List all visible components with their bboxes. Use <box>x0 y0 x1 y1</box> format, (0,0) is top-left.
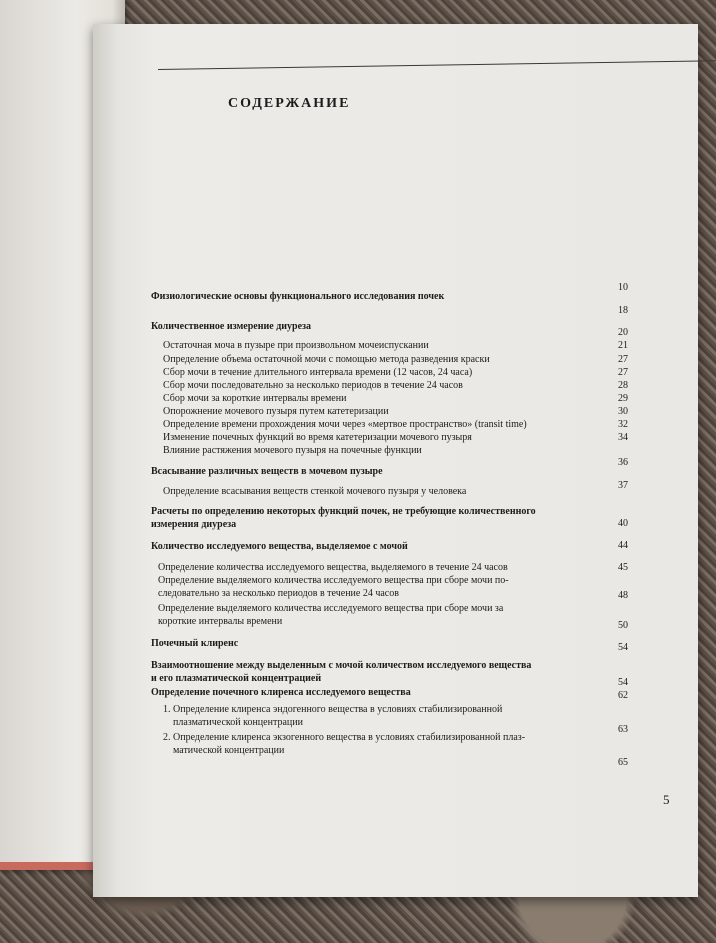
toc-entry: Почечный клиренс <box>151 638 239 649</box>
toc-page-number: 44 <box>618 540 628 551</box>
toc-entry: Всасывание различных веществ в мочевом пузыре <box>151 466 383 477</box>
toc-entry: Сбор мочи в течение длительного интервала времени (12 часов, 24 часа) <box>163 367 473 378</box>
page-title: СОДЕРЖАНИЕ <box>228 96 351 111</box>
toc-entry: Сбор мочи последовательно за несколько периодов в течение 24 часов <box>163 380 463 391</box>
toc-page-number: 29 <box>618 393 628 404</box>
book-page <box>93 24 698 897</box>
toc-entry: короткие интервалы времени <box>158 616 283 627</box>
toc-page-number: 54 <box>618 642 628 653</box>
toc-entry: Сбор мочи за короткие интервалы времени <box>163 393 347 404</box>
toc-entry: Изменение почечных функций во время катетеризации мочевого пузыря <box>163 432 472 443</box>
toc-page-number: 36 <box>618 457 628 468</box>
toc-page-number: 50 <box>618 620 628 631</box>
toc-entry: следовательно за несколько периодов в течение 24 часов <box>158 588 399 599</box>
toc-page-number: 30 <box>618 406 628 417</box>
toc-entry: 1. Определение клиренса эндогенного вещества в условиях стабилизированной <box>163 704 503 715</box>
toc-entry: Остаточная моча в пузыре при произвольном мочеиспускании <box>163 340 429 351</box>
toc-page-number: 40 <box>618 518 628 529</box>
toc-page-number: 18 <box>618 305 628 316</box>
toc-page-number: 27 <box>618 354 628 365</box>
toc-entry: и его плазматической концентрацией <box>151 673 322 684</box>
toc-page-number: 28 <box>618 380 628 391</box>
toc-page-number: 48 <box>618 590 628 601</box>
toc-entry: Определение количества исследуемого вещества, выделяемого в течение 24 часов <box>158 562 508 573</box>
toc-entry: Опорожнение мочевого пузыря путем катетеризации <box>163 406 389 417</box>
toc-entry: Взаимоотношение между выделенным с мочой количеством исследуемого вещества <box>151 660 532 671</box>
toc-entry: Определение выделяемого количества исследуемого вещества при сборе мочи по- <box>158 575 509 586</box>
toc-entry: Определение времени прохождения мочи через «мертвое пространство» (transit time) <box>163 419 527 430</box>
toc-entry: Количество исследуемого вещества, выделяемое с мочой <box>151 541 408 552</box>
toc-page-number: 63 <box>618 724 628 735</box>
table-of-contents <box>93 24 698 897</box>
toc-entry: Определение всасывания веществ стенкой мочевого пузыря у человека <box>163 486 467 497</box>
toc-entry: Определение выделяемого количества исследуемого вещества при сборе мочи за <box>158 603 504 614</box>
toc-page-number: 20 <box>618 327 628 338</box>
toc-page-number: 10 <box>618 282 628 293</box>
toc-page-number: 27 <box>618 367 628 378</box>
toc-entry: плазматической концентрации <box>173 717 303 728</box>
toc-page-number: 62 <box>618 690 628 701</box>
toc-entry: Расчеты по определению некоторых функций почек, не требующие количественного <box>151 506 536 517</box>
toc-entry: измерения диуреза <box>151 519 237 530</box>
toc-entry: Определение почечного клиренса исследуемого вещества <box>151 687 411 698</box>
toc-page-number: 21 <box>618 340 628 351</box>
toc-entry: матической концентрации <box>173 745 285 756</box>
toc-page-number: 32 <box>618 419 628 430</box>
page-number: 5 <box>663 792 670 807</box>
toc-page-number: 37 <box>618 480 628 491</box>
toc-page-number: 45 <box>618 562 628 573</box>
toc-entry: Физиологические основы функционального исследования почек <box>151 291 445 302</box>
toc-entry: Определение объема остаточной мочи с помощью метода разведения краски <box>163 354 490 365</box>
toc-page-number: 65 <box>618 757 628 768</box>
toc-page-number: 34 <box>618 432 628 443</box>
toc-entry: Количественное измерение диуреза <box>151 321 312 332</box>
toc-entry: Влияние растяжения мочевого пузыря на почечные функции <box>163 445 422 456</box>
toc-entry: 2. Определение клиренса экзогенного вещества в условиях стабилизированной плаз- <box>163 732 526 743</box>
toc-page-number: 54 <box>618 677 628 688</box>
